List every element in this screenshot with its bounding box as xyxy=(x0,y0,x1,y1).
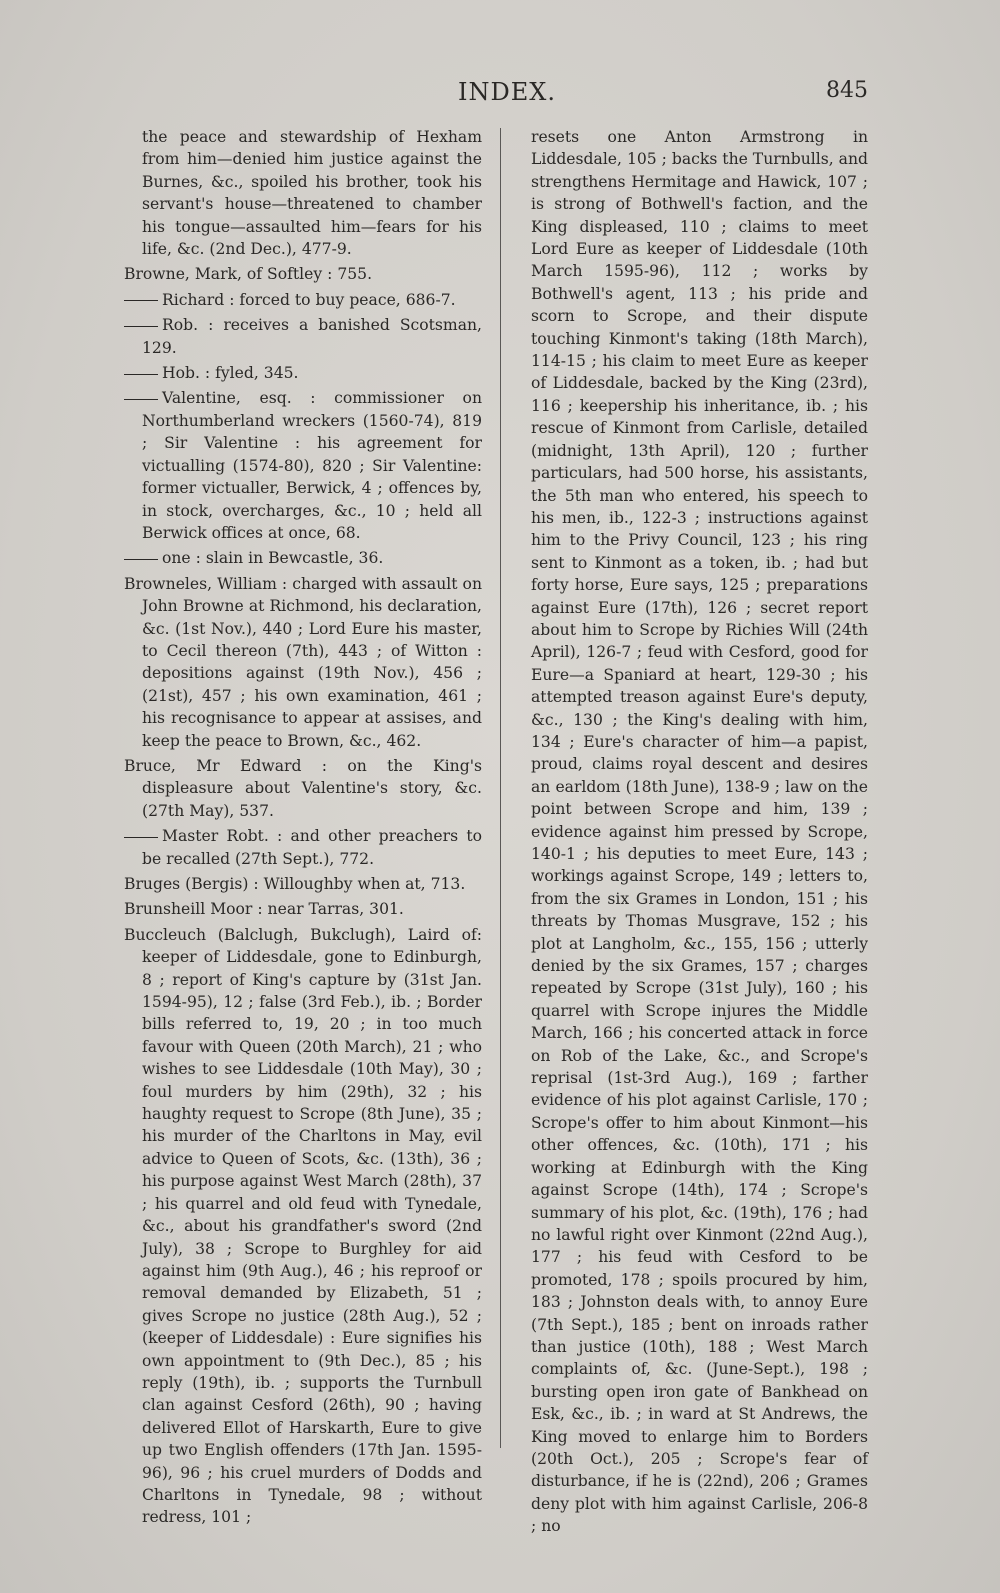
page-header xyxy=(0,78,1000,112)
ditto-dash xyxy=(124,326,158,327)
index-subentry xyxy=(124,825,482,870)
right-column xyxy=(531,126,868,1541)
page-number: 845 xyxy=(826,78,868,103)
entry-text: Bruce, Mr Edward : on the King's displeasure about Valentine's story, &c. (27th May), 537. xyxy=(124,756,482,820)
entry-text: Bruges (Bergis) : Willoughby when at, 713. xyxy=(124,875,466,893)
ditto-dash xyxy=(124,300,158,301)
index-entry xyxy=(124,755,482,822)
entry-text: one : slain in Bewcastle, 36. xyxy=(162,549,384,568)
left-column xyxy=(124,126,482,1532)
index-entry xyxy=(124,573,482,752)
index-subentry xyxy=(124,387,482,544)
entry-text: Master Robt. : and other preachers to be recalled (27th Sept.), 772. xyxy=(142,827,482,868)
index-entry xyxy=(531,126,868,1538)
index-entry xyxy=(124,898,482,920)
entry-text: Hob. : fyled, 345. xyxy=(162,364,299,383)
index-entry xyxy=(124,263,482,285)
entry-text: resets one Anton Armstrong in Liddesdale, 105 ; backs the Turnbulls, and strengthens Hermitage and Hawick, 107 ; is strong of Bothwell's faction, and the King displeased, 110 ; claims to meet Lord Eure as keeper of Liddesdale (10th March 1595-96), 112 ; works by Bothwell's agent, 113 ; his pride and scorn to Scrope, and their dispute touching Kinmont's taking (18th March), 114-15 ; his claim to meet Eure as keeper of Liddesdale, backed by the King (23rd), 116 ; keepership his inheritance, ib. ; his rescue of Kinmont from Carlisle, detailed (midnight, 13th April), 120 ; further particulars, had 500 horse, his assistants, the 5th man who entered, his speech to his men, ib., 122-3 ; instructions against him to the Privy Council, 123 ; his ring sent to Kinmont as a token, ib. ; had but forty horse, Eure says, 125 ; preparations against Eure (17th), 126 ; secret report about him to Scrope by Richies Will (24th April), 126-7 ; feud with Cesford, good for Eure—a Spaniard at heart, 129-30 ; his attempted treason against Eure's deputy, &c., 130 ; the King's dealing with him, 134 ; Eure's character of him—a papist, proud, claims royal descent and desires an earldom (18th June), 138-9 ; law on the point between Scrope and him, 139 ; evidence against him pressed by Scrope, 140-1 ; his deputies to meet Eure, 143 ; workings against Scrope, 149 ; letters to, from the six Grames in London, 151 ; his threats by Thomas Musgrave, 152 ; his plot at Langholm, &c., 155, 156 ; utterly denied by the six Grames, 157 ; charges repeated by Scrope (31st July), 160 ; his quarrel with Scrope injures the Middle March, 166 ; his concerted attack in force on Rob of the Lake, &c., and Scrope's reprisal (1st-3rd Aug.), 169 ; farther evidence of his plot against Carlisle, 170 ; Scrope's offer to him about Kinmont—his other offences, &c. (10th), 171 ; his working at Edinburgh with the King against Scrope (14th), 174 ; Scrope's summary of his plot, &c. (19th), 176 ; had no lawful right over Kinmont (22nd Aug.), 177 ; his feud with Cesford to be promoted, 178 ; spoils procured by him, 183 ; Johnston deals with, to annoy Eure (7th Sept.), 185 ; bent on inroads rather than justice (10th), 188 ; West March complaints of, &c. (June-Sept.), 198 ; bursting open iron gate of Bankhead on Esk, &c., ib. ; in ward at St Andrews, the King moved to enlarge him to Borders (20th Oct.), 205 ; Scrope's fear of disturbance, if he is (22nd), 206 ; Grames deny plot with him against Carlisle, 206-8 ; no xyxy=(531,128,868,1536)
ditto-dash xyxy=(124,399,158,400)
index-subentry xyxy=(124,314,482,359)
index-subentry xyxy=(124,362,482,384)
page-title: INDEX. xyxy=(458,78,556,106)
entry-text: the peace and stewardship of Hexham from him—denied him justice against the Burnes, &c., spoiled his brother, took his servant's house—threatened to chamber his tongue—assaulted him—fears for his life, &c. (2nd Dec.), 477-9. xyxy=(142,128,482,259)
ditto-dash xyxy=(124,374,158,375)
index-subentry xyxy=(124,289,482,311)
ditto-dash xyxy=(124,559,158,560)
entry-text: Buccleuch (Balclugh, Bukclugh), Laird of: keeper of Liddesdale, gone to Edinburgh, 8 ; report of King's capture by (31st Jan. 1594-95), 12 ; false (3rd Feb.), ib. ; Border bills referred to, 19, 20 ; in too much favour with Queen (20th March), 21 ; who wishes to see Liddesdale (10th May), 30 ; foul murders by him (29th), 32 ; his haughty request to Scrope (8th June), 35 ; his murder of the Charltons in May, evil advice to Queen of Scots, &c. (13th), 36 ; his purpose against West March (28th), 37 ; his quarrel and old feud with Tynedale, &c., about his grandfather's sword (2nd July), 38 ; Scrope to Burghley for aid against him (9th Aug.), 46 ; his reproof or removal demanded by Elizabeth, 51 ; gives Scrope no justice (28th Aug.), 52 ; (keeper of Liddesdale) : Eure signifies his own appointment to (9th Dec.), 85 ; his reply (19th), ib. ; supports the Turnbull clan against Cesford (26th), 90 ; having delivered Ellot of Harskarth, Eure to give up two English offenders (17th Jan. 1595-96), 96 ; his cruel murders of Dodds and Charltons in Tynedale, 98 ; without redress, 101 ; xyxy=(124,925,482,1527)
ditto-dash xyxy=(124,837,158,838)
index-entry xyxy=(124,873,482,895)
entry-text: Brunsheill Moor : near Tarras, 301. xyxy=(124,900,404,919)
entry-text: Rob. : receives a banished Scotsman, 129. xyxy=(142,316,482,357)
index-entry xyxy=(124,924,482,1529)
entry-text: Richard : forced to buy peace, 686-7. xyxy=(162,290,456,309)
entry-text: Browne, Mark, of Softley : 755. xyxy=(124,265,373,284)
index-subentry xyxy=(124,547,482,569)
entry-text: Browneles, William : charged with assault on John Browne at Richmond, his declaration, &c. (1st Nov.), 440 ; Lord Eure his master, to Cecil thereon (7th), 443 ; of Witton : depositions against (19th Nov.), 456 ; (21st), 457 ; his own examination, 461 ; his recognisance to appear at assises, and keep the peace to Brown, &c., 462. xyxy=(124,574,482,750)
column-divider xyxy=(500,128,501,1448)
entry-text: Valentine, esq. : commissioner on Northumberland wreckers (1560-74), 819 ; Sir Valentine : his agreement for victualling (1574-80), 820 ; Sir Valentine: former victualler, Berwick, 4 ; offences by, in stock, overcharges, &c., 10 ; held all Berwick offices at once, 68. xyxy=(142,389,482,542)
index-entry xyxy=(124,126,482,260)
